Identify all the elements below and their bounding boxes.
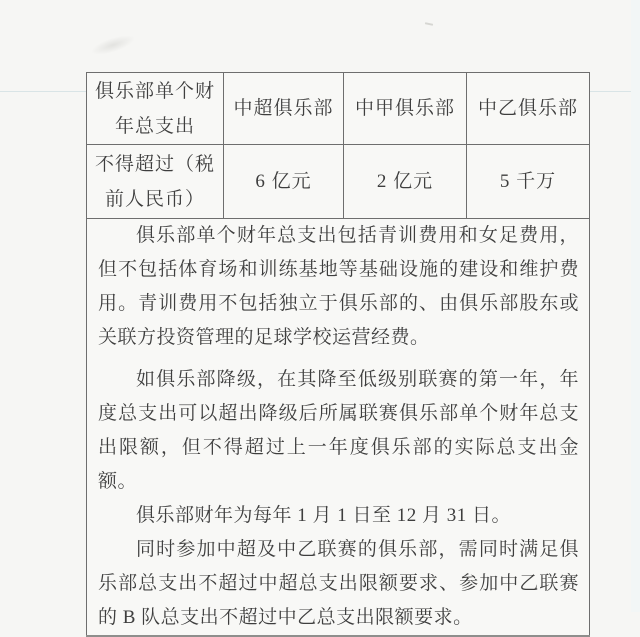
limit-value-league-one: 2 亿元 [344, 145, 467, 219]
regulation-text-cell [87, 219, 590, 637]
limit-value-league-two: 5 千万 [467, 145, 590, 219]
table-text-row [87, 219, 590, 637]
table-header-row [87, 73, 590, 145]
table-limit-row [87, 145, 590, 219]
scan-artifact-band [631, 0, 640, 612]
header-cell-csl: 中超俱乐部 [224, 73, 344, 145]
header-cell-league-two: 中乙俱乐部 [467, 73, 590, 145]
header-cell-row-label: 俱乐部单个财年总支出 [87, 73, 224, 145]
paragraph-fiscal-year: 俱乐部财年为每年 1 月 1 日至 12 月 31 日。 [136, 505, 512, 526]
header-cell-league-one: 中甲俱乐部 [344, 73, 467, 145]
limit-value-csl: 6 亿元 [224, 145, 344, 219]
limit-row-label: 不得超过（税前人民币） [87, 145, 224, 219]
paragraph-total-expenditure-scope: 俱乐部单个财年总支出包括青训费用和女足费用，但不包括体育场和训练基地等基础设施的建设和维护费用。青训费用不包括独立于俱乐部的、由俱乐部股东或关联方投资管理的足球学校运营经费。 [98, 225, 579, 348]
scan-artifact-smudge [89, 31, 137, 59]
paragraph-dual-league-rule: 同时参加中超及中乙联赛的俱乐部，需同时满足俱乐部总支出不超过中超总支出限额要求、参加中乙联赛的 B 队总支出不超过中乙总支出限额要求。 [98, 539, 579, 628]
spending-limit-table [86, 72, 590, 637]
scan-artifact-smudge [425, 22, 433, 26]
paragraph-relegation-rule: 如俱乐部降级，在其降至低级别联赛的第一年，年度总支出可以超出降级后所属联赛俱乐部单个财年总支出限额，但不得超过上一年度俱乐部的实际总支出金额。 [98, 369, 579, 492]
